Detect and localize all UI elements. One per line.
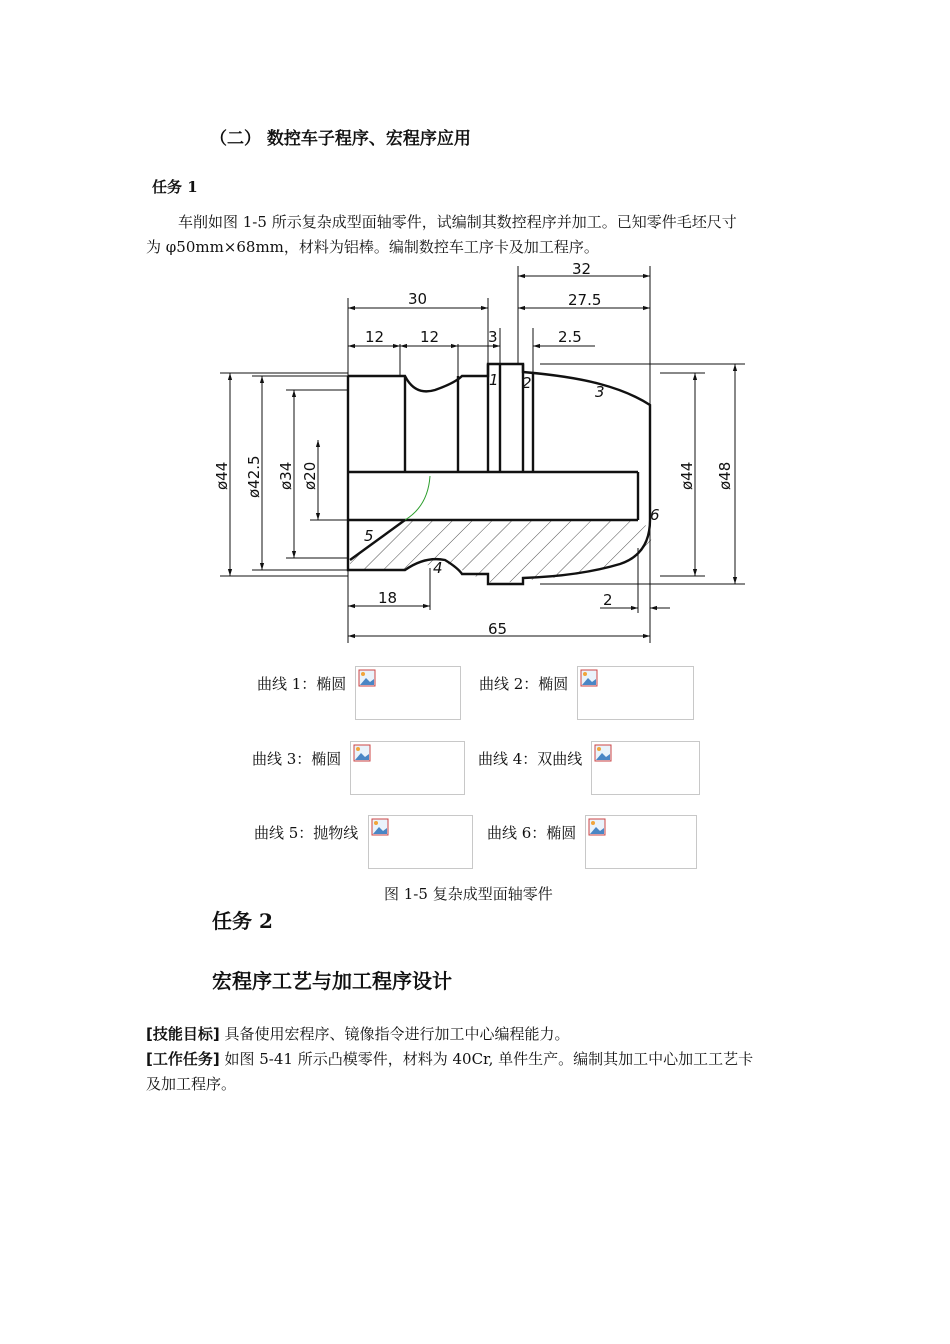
dim-phi42-5: ø42.5 <box>245 455 263 498</box>
dim-12b: 12 <box>420 328 440 346</box>
curve-3-equation-image <box>350 741 465 795</box>
task1-title: 任务 1 <box>152 178 198 196</box>
curve-2-label: 曲线 2：椭圆 <box>479 675 569 693</box>
dim-2-5: 2.5 <box>558 328 582 346</box>
broken-image-icon <box>594 744 612 762</box>
dim-2: 2 <box>603 591 613 609</box>
curve-number-4: 4 <box>433 559 443 577</box>
broken-image-icon <box>580 669 598 687</box>
curve-number-6: 6 <box>650 506 660 524</box>
work-task-line <box>146 1047 753 1072</box>
broken-image-icon <box>353 744 371 762</box>
dim-phi20: ø20 <box>301 461 319 490</box>
skill-goal-tag: [技能目标] <box>146 1025 220 1043</box>
task1-paragraph-line1: 车削如图 1-5 所示复杂成型面轴零件，试编制其数控程序并加工。已知零件毛坯尺寸 <box>178 213 737 231</box>
task2-paragraph <box>146 1022 753 1097</box>
curve-number-2: 2 <box>522 374 532 392</box>
curve-4-label: 曲线 4：双曲线 <box>478 750 583 768</box>
curve-number-1: 1 <box>489 371 499 389</box>
task2-title: 任务 2 <box>212 909 273 933</box>
dim-phi48: ø48 <box>716 461 734 490</box>
curve-5-equation-image <box>368 815 473 869</box>
curve-1-equation-image <box>355 666 461 720</box>
dim-phi44-left: ø44 <box>213 461 231 490</box>
dim-18: 18 <box>378 589 398 607</box>
broken-image-icon <box>371 818 389 836</box>
figure-caption: 图 1-5 复杂成型面轴零件 <box>384 885 553 903</box>
work-task-text-line2: 及加工程序。 <box>146 1075 237 1093</box>
curve-4-equation-image <box>591 741 700 795</box>
work-task-text-line1: 如图 5-41 所示凸模零件，材料为 40Cr, 单件生产。编制其加工中心加工工艺卡 <box>219 1050 754 1068</box>
dim-phi44-right: ø44 <box>678 461 696 490</box>
dim-3: 3 <box>488 328 498 346</box>
dim-27-5: 27.5 <box>568 291 602 309</box>
skill-goal-line <box>146 1022 753 1047</box>
dim-65: 65 <box>488 620 508 638</box>
curve-number-3: 3 <box>595 383 605 401</box>
skill-goal-text: 具备使用宏程序、镜像指令进行加工中心编程能力。 <box>219 1025 570 1043</box>
curve-3-label: 曲线 3：椭圆 <box>252 750 342 768</box>
broken-image-icon <box>588 818 606 836</box>
hatched-section <box>350 520 651 584</box>
dim-phi34: ø34 <box>277 461 295 490</box>
work-task-tag: [工作任务] <box>146 1050 220 1068</box>
curve-number-5: 5 <box>364 527 374 545</box>
section-heading: （二） 数控车子程序、宏程序应用 <box>210 129 471 149</box>
dim-12a: 12 <box>365 328 385 346</box>
curve-5-label: 曲线 5：抛物线 <box>254 824 359 842</box>
curve-1-label: 曲线 1：椭圆 <box>257 675 347 693</box>
curve-2-equation-image <box>577 666 694 720</box>
dim-30: 30 <box>408 290 428 308</box>
curve-arc-green <box>405 476 430 520</box>
dim-32: 32 <box>572 260 592 278</box>
task1-paragraph <box>146 210 737 260</box>
macro-heading: 宏程序工艺与加工程序设计 <box>212 969 452 993</box>
task1-paragraph-line2: 为 φ50mm×68mm，材料为铝棒。编制数控车工序卡及加工程序。 <box>146 238 599 256</box>
curve-6-label: 曲线 6：椭圆 <box>487 824 577 842</box>
curve-6-equation-image <box>585 815 697 869</box>
shaft-part-drawing <box>200 258 760 648</box>
broken-image-icon <box>358 669 376 687</box>
